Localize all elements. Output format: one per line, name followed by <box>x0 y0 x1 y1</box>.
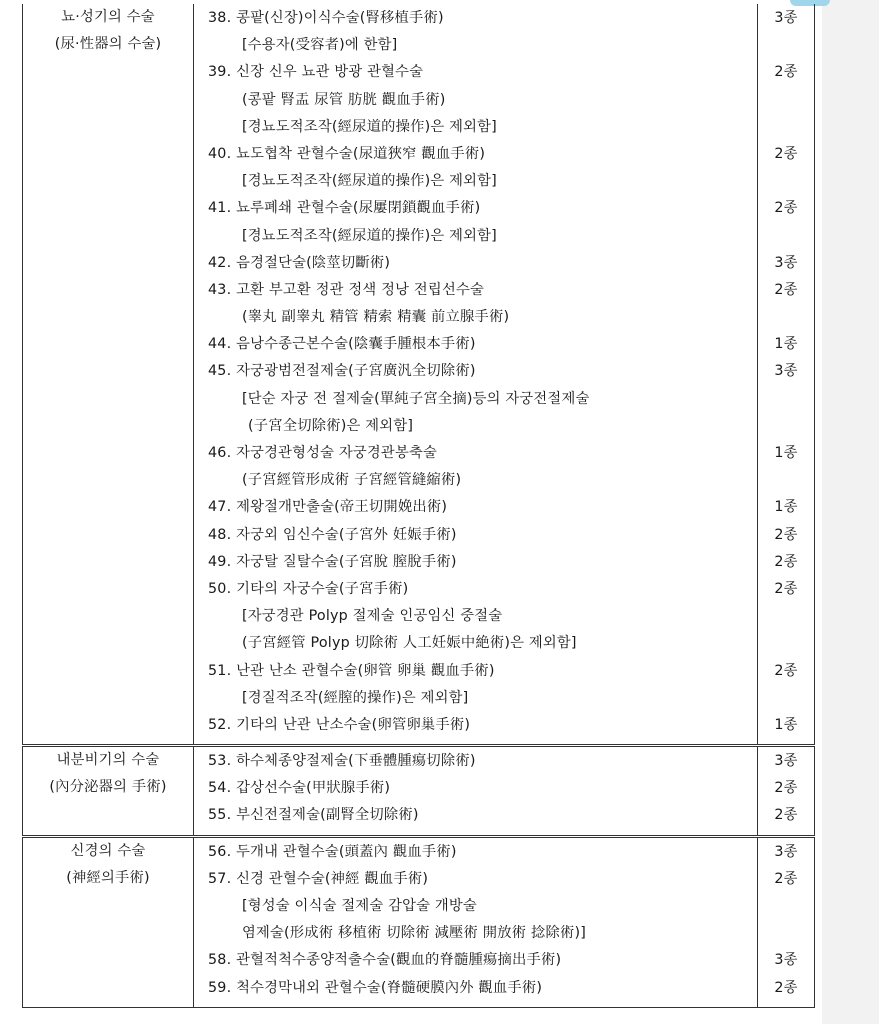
category-label: 뇨·성기의 수술 <box>61 9 155 25</box>
surgery-note: (子宮經管形成術 子宮經管縫縮術) <box>242 472 462 489</box>
surgery-item: 48. 자궁외 임신수술(子宮外 妊娠手術) <box>208 526 457 543</box>
surgery-type-label <box>758 893 814 920</box>
surgery-item: 56. 두개내 관혈수술(頭蓋內 觀血手術) <box>208 843 457 860</box>
surgery-item: 42. 음경절단술(陰莖切斷術) <box>208 254 391 271</box>
table-section-row <box>23 836 815 1007</box>
surgery-item: 58. 관혈적척수종양적출수술(觀血的脊髓腫瘍摘出手術) <box>208 952 562 969</box>
surgery-item: 47. 제왕절개만출술(帝王切開娩出術) <box>208 499 448 516</box>
surgery-item: 53. 하수체종양절제술(下垂體腫瘍切除術) <box>208 753 476 770</box>
surgery-type-label: 3종 <box>774 254 798 271</box>
surgery-type-label: 3종 <box>774 952 798 969</box>
surgery-type-label: 2종 <box>774 580 798 597</box>
surgery-note: [수용자(受容者)에 한함] <box>242 37 398 54</box>
surgery-item: 46. 자궁경관형성술 자궁경관봉축술 <box>208 445 437 461</box>
surgery-type-label: 2종 <box>774 145 798 162</box>
table-section-row <box>23 4 815 746</box>
surgery-note: (子宮經管 Polyp 切除術 人工妊娠中絶術)은 제외함] <box>242 635 577 652</box>
category-label: (尿·性器의 수술) <box>54 36 162 52</box>
surgery-type-label <box>758 114 814 141</box>
surgery-item: 39. 신장 신우 뇨관 방광 관혈수술 <box>208 64 424 81</box>
surgery-type-label: 3종 <box>774 363 798 380</box>
surgery-item: 40. 뇨도협착 관혈수술(尿道狹窄 觀血手術) <box>208 145 486 162</box>
surgery-item: 55. 부신전절제술(副腎全切除術) <box>208 807 419 824</box>
category-cell <box>23 746 194 837</box>
surgery-note: (콩팥 腎盂 尿管 肪胱 觀血手術) <box>242 91 446 108</box>
surgery-item: 52. 기타의 난관 난소수술(卵管卵巢手術) <box>208 716 471 733</box>
table-section-row <box>23 746 815 837</box>
surgery-type-label: 1종 <box>774 445 798 461</box>
surgery-type-label <box>758 685 814 712</box>
surgery-type-label <box>758 87 814 114</box>
surgery-item: 54. 갑상선수술(甲狀腺手術) <box>208 780 391 797</box>
surgery-type-label: 2종 <box>774 200 798 217</box>
surgery-note: (睾丸 副睾丸 精管 精索 精囊 前立腺手術) <box>242 309 510 326</box>
surgery-type-label <box>758 386 814 413</box>
surgery-type-label <box>758 304 814 331</box>
surgery-type-label: 3종 <box>774 843 798 860</box>
surgery-type-label: 2종 <box>774 64 798 81</box>
surgery-type-label <box>758 32 814 59</box>
surgery-note: [경뇨도적조작(經尿道的操作)은 제외함] <box>242 118 497 135</box>
surgery-type-label: 1종 <box>774 336 798 353</box>
surgery-note: [자궁경관 Polyp 절제술 인공임신 중절술 <box>242 608 503 625</box>
surgery-item: 49. 자궁탈 질탈수술(子宮脫 膣脫手術) <box>208 553 457 570</box>
surgery-list-cell <box>194 746 758 837</box>
surgery-note: [경뇨도적조작(經尿道的操作)은 제외함] <box>242 173 497 190</box>
surgery-type-cell <box>758 746 815 837</box>
surgery-type-label <box>758 467 814 494</box>
category-label: 내분비기의 수술 <box>56 752 160 769</box>
surgery-note: 염제술(形成術 移植術 切除術 減壓術 開放術 捻除術)] <box>242 925 587 942</box>
surgery-type-label <box>758 413 814 440</box>
surgery-type-label <box>758 603 814 630</box>
surgery-type-label: 3종 <box>774 753 798 770</box>
category-label: 신경의 수술 <box>70 842 146 859</box>
category-label: (內分泌器의 手術) <box>49 779 167 796</box>
surgery-type-label: 2종 <box>774 870 798 887</box>
category-label: (神經의手術) <box>66 869 150 886</box>
surgery-type-label <box>758 223 814 250</box>
surgery-note: [형성술 이식술 절제술 감압술 개방술 <box>242 898 477 914</box>
surgery-type-label: 1종 <box>774 499 798 516</box>
category-cell <box>23 836 194 1007</box>
surgery-type-label: 2종 <box>774 979 798 996</box>
surgery-note: (子宮全切除術)은 제외함] <box>248 417 414 434</box>
surgery-item: 57. 신경 관혈수술(神經 觀血手術) <box>208 870 429 887</box>
surgery-item: 38. 콩팥(신장)이식수술(腎移植手術) <box>208 10 444 26</box>
surgery-note: [단순 자궁 전 절제술(單純子宮全摘)등의 자궁전절제술 <box>242 390 590 407</box>
surgery-type-label: 2종 <box>774 553 798 570</box>
surgery-item: 51. 난관 난소 관혈수술(卵管 卵巢 觀血手術) <box>208 662 495 679</box>
surgery-item: 41. 뇨루폐쇄 관혈수술(尿屢閉鎖觀血手術) <box>208 200 481 217</box>
surgery-item: 59. 척수경막내외 관혈수술(脊髓硬膜內外 觀血手術) <box>208 979 543 996</box>
surgery-item: 50. 기타의 자궁수술(子宮手術) <box>208 580 409 597</box>
surgery-item: 44. 음낭수종근본수술(陰囊手腫根本手術) <box>208 336 476 353</box>
surgery-note: [경질적조작(經膣的操作)은 제외함] <box>242 689 469 706</box>
surgery-classification-table <box>22 4 815 1008</box>
surgery-type-label: 2종 <box>774 281 798 298</box>
category-cell <box>23 4 194 746</box>
surgery-type-cell <box>758 4 815 746</box>
surgery-note: [경뇨도적조작(經尿道的操作)은 제외함] <box>242 227 497 244</box>
surgery-type-label: 1종 <box>774 716 798 733</box>
surgery-type-label: 2종 <box>774 662 798 679</box>
surgery-type-label: 3종 <box>774 10 798 26</box>
surgery-item: 45. 자궁광범전절제술(子宮廣汎全切除術) <box>208 363 476 380</box>
surgery-type-cell <box>758 836 815 1007</box>
surgery-type-label: 2종 <box>774 807 798 824</box>
surgery-type-label <box>758 630 814 657</box>
surgery-type-label <box>758 920 814 947</box>
surgery-list-cell <box>194 836 758 1007</box>
surgery-list-cell <box>194 4 758 746</box>
surgery-type-label <box>758 168 814 195</box>
surgery-type-label: 2종 <box>774 526 798 543</box>
surgery-type-label: 2종 <box>774 780 798 797</box>
surgery-item: 43. 고환 부고환 정관 정색 정낭 전립선수술 <box>208 281 484 298</box>
